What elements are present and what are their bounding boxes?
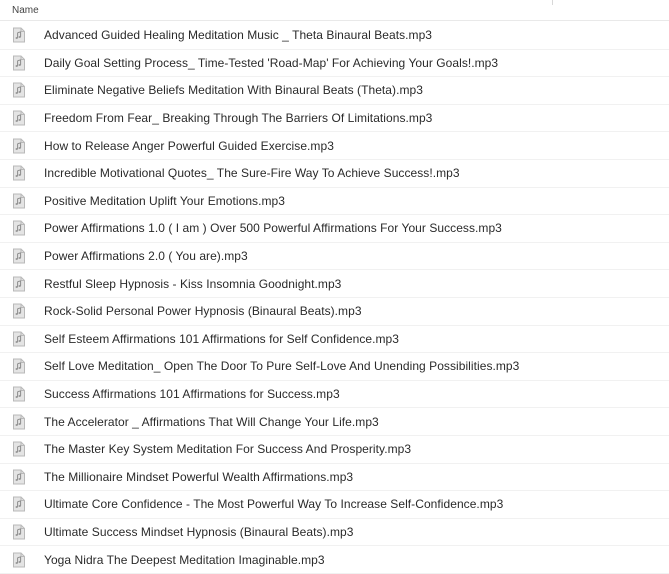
file-row[interactable]	[0, 22, 669, 50]
audio-file-icon	[13, 193, 25, 208]
file-name: The Master Key System Meditation For Success And Prosperity.mp3	[44, 442, 412, 457]
file-row[interactable]	[0, 243, 669, 271]
audio-file-icon	[13, 304, 25, 319]
file-name: How to Release Anger Powerful Guided Exercise.mp3	[44, 138, 334, 153]
audio-file-icon	[13, 83, 25, 98]
file-row[interactable]	[0, 77, 669, 105]
file-name: Rock-Solid Personal Power Hypnosis (Binaural Beats).mp3	[44, 304, 362, 319]
audio-file-icon	[13, 276, 25, 291]
file-row[interactable]	[0, 519, 669, 547]
file-row[interactable]	[0, 381, 669, 409]
file-name: Daily Goal Setting Process_ Time-Tested 'Road-Map' For Achieving Your Goals!.mp3	[44, 55, 499, 70]
audio-file-icon	[13, 331, 25, 346]
audio-file-icon	[13, 28, 25, 43]
audio-file-icon	[13, 55, 25, 70]
file-row[interactable]	[0, 436, 669, 464]
audio-file-icon	[13, 387, 25, 402]
file-row[interactable]	[0, 546, 669, 574]
file-name: Eliminate Negative Beliefs Meditation With Binaural Beats (Theta).mp3	[44, 83, 423, 98]
audio-file-icon	[13, 249, 25, 264]
file-row[interactable]	[0, 215, 669, 243]
file-name: Success Affirmations 101 Affirmations for Success.mp3	[44, 387, 340, 402]
file-row[interactable]	[0, 491, 669, 519]
file-row[interactable]	[0, 132, 669, 160]
file-name: Restful Sleep Hypnosis - Kiss Insomnia Goodnight.mp3	[44, 276, 342, 291]
audio-file-icon	[13, 111, 25, 126]
file-name: Power Affirmations 1.0 ( I am ) Over 500 Powerful Affirmations For Your Success.mp3	[44, 221, 502, 236]
file-name: Incredible Motivational Quotes_ The Sure-Fire Way To Achieve Success!.mp3	[44, 166, 460, 181]
file-row[interactable]	[0, 353, 669, 381]
audio-file-icon	[13, 221, 25, 236]
file-name: The Millionaire Mindset Powerful Wealth Affirmations.mp3	[44, 469, 354, 484]
file-name: Self Love Meditation_ Open The Door To Pure Self-Love And Unending Possibilities.mp3	[44, 359, 520, 374]
file-row[interactable]	[0, 50, 669, 78]
audio-file-icon	[13, 552, 25, 567]
file-name: Self Esteem Affirmations 101 Affirmations for Self Confidence.mp3	[44, 331, 399, 346]
file-row[interactable]	[0, 188, 669, 216]
file-row[interactable]	[0, 160, 669, 188]
file-name: Ultimate Core Confidence - The Most Powerful Way To Increase Self-Confidence.mp3	[44, 497, 504, 512]
file-row[interactable]	[0, 326, 669, 354]
audio-file-icon	[13, 138, 25, 153]
audio-file-icon	[13, 359, 25, 374]
column-header	[0, 0, 669, 21]
audio-file-icon	[13, 442, 25, 457]
file-name: Power Affirmations 2.0 ( You are).mp3	[44, 249, 248, 264]
audio-file-icon	[13, 469, 25, 484]
file-name: Freedom From Fear_ Breaking Through The Barriers Of Limitations.mp3	[44, 111, 433, 126]
file-row[interactable]	[0, 464, 669, 492]
file-name: The Accelerator _ Affirmations That Will Change Your Life.mp3	[44, 414, 379, 429]
file-row[interactable]	[0, 270, 669, 298]
file-name: Ultimate Success Mindset Hypnosis (Binaural Beats).mp3	[44, 524, 354, 539]
column-divider[interactable]	[552, 0, 553, 5]
audio-file-icon	[13, 524, 25, 539]
file-name: Yoga Nidra The Deepest Meditation Imaginable.mp3	[44, 552, 325, 567]
file-row[interactable]	[0, 105, 669, 133]
file-name: Advanced Guided Healing Meditation Music _ Theta Binaural Beats.mp3	[44, 28, 433, 43]
file-row[interactable]	[0, 298, 669, 326]
file-name: Positive Meditation Uplift Your Emotions.mp3	[44, 193, 285, 208]
name-column-header[interactable]: Name	[12, 5, 39, 16]
audio-file-icon	[13, 414, 25, 429]
file-row[interactable]	[0, 408, 669, 436]
audio-file-icon	[13, 497, 25, 512]
audio-file-icon	[13, 166, 25, 181]
file-list	[0, 22, 669, 574]
